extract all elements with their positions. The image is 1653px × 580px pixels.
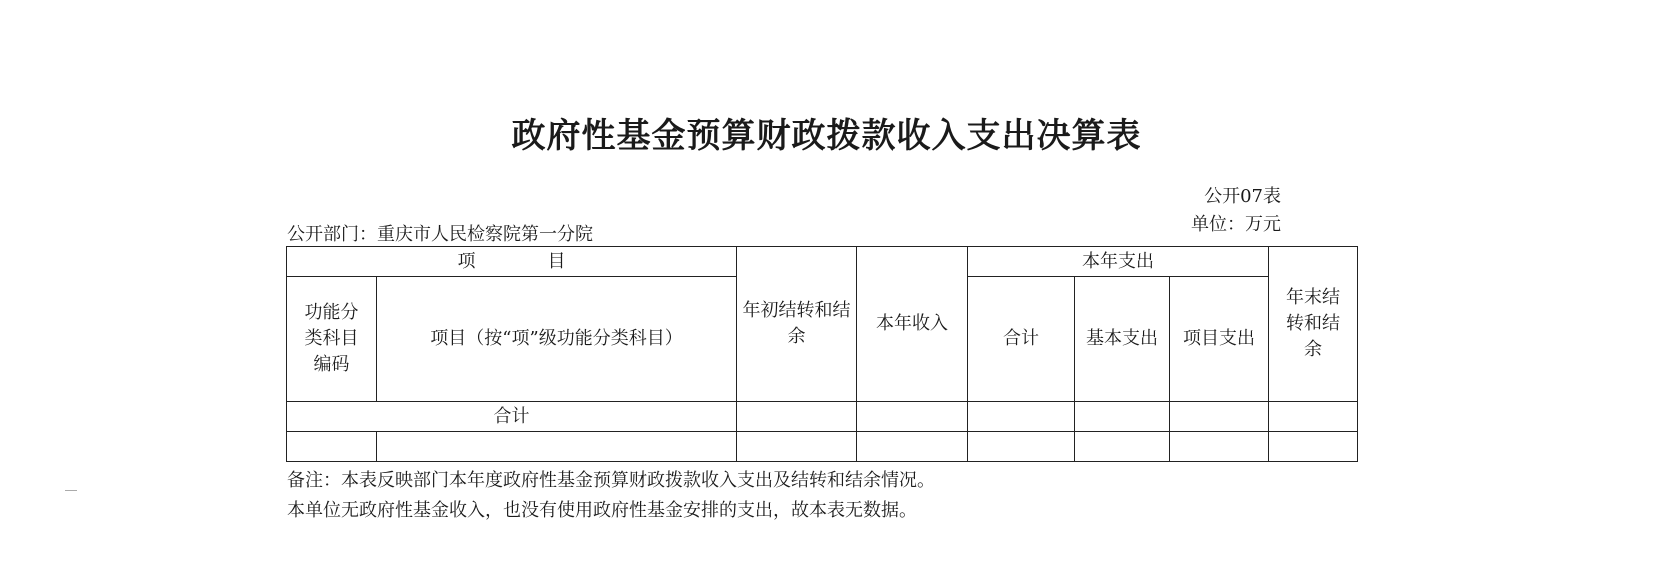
total-label: 合计 — [287, 402, 737, 432]
header-basic-expense: 基本支出 — [1075, 277, 1170, 402]
table-cell — [737, 432, 857, 462]
header-project: 项 目 — [287, 247, 737, 277]
table-cell — [1269, 402, 1358, 432]
department-label: 公开部门：重庆市人民检察院第一分院 — [287, 224, 593, 245]
table-cell — [857, 402, 968, 432]
table-cell — [377, 432, 737, 462]
table-cell — [1075, 432, 1170, 462]
header-project-name: 项目（按“项”级功能分类科目） — [377, 277, 737, 402]
unit-label: 单位：万元 — [1191, 214, 1281, 235]
page-title: 政府性基金预算财政拨款收入支出决算表 — [511, 116, 1142, 156]
table-cell — [1075, 402, 1170, 432]
table-cell — [968, 402, 1075, 432]
table-cell — [1170, 432, 1269, 462]
table-cell — [1170, 402, 1269, 432]
header-income: 本年收入 — [857, 247, 968, 402]
table-cell — [968, 432, 1075, 462]
table-cell — [857, 432, 968, 462]
note-line: 备注：本表反映部门本年度政府性基金预算财政拨款收入支出及结转和结余情况。 — [287, 470, 935, 491]
table-cell — [1269, 432, 1358, 462]
header-func-code: 功能分类科目编码 — [287, 277, 377, 402]
note-line: 本单位无政府性基金收入，也没有使用政府性基金安排的支出，故本表无数据。 — [287, 500, 917, 521]
table-row-total — [287, 402, 1358, 432]
header-begin-balance: 年初结转和结余 — [737, 247, 857, 402]
table-cell — [737, 402, 857, 432]
notes — [287, 466, 935, 526]
scan-mark — [65, 490, 77, 491]
header-end-balance: 年末结转和结余 — [1269, 247, 1358, 402]
report-table — [286, 246, 1358, 462]
table-cell — [287, 432, 377, 462]
table-row-empty — [287, 432, 1358, 462]
form-number: 公开07表 — [1204, 186, 1281, 207]
header-expense: 本年支出 — [968, 247, 1269, 277]
header-expense-total: 合计 — [968, 277, 1075, 402]
header-project-expense: 项目支出 — [1170, 277, 1269, 402]
